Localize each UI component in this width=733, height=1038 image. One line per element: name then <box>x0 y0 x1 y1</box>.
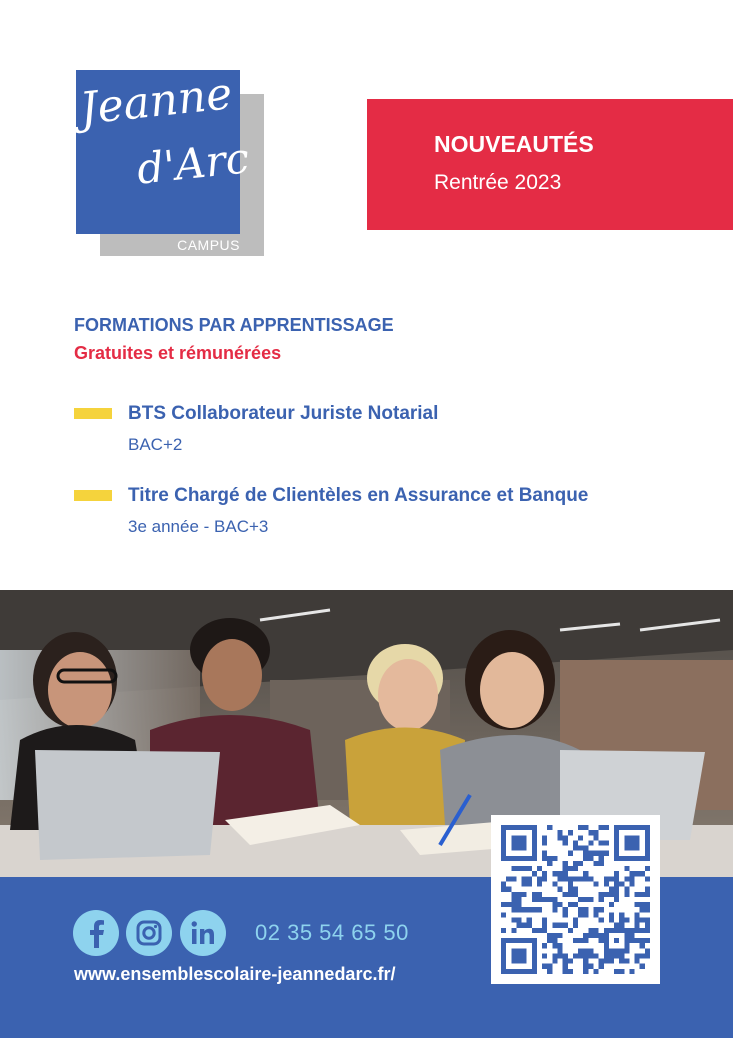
section-heading: FORMATIONS PAR APPRENTISSAGE <box>74 315 394 335</box>
program-title: Titre Chargé de Clientèles en Assurance et Banque <box>128 485 589 506</box>
banner-subtitle: Rentrée 2023 <box>434 171 562 194</box>
website-link[interactable]: www.ensemblescolaire-jeannedarc.fr/ <box>74 964 396 984</box>
program-bullet <box>74 490 112 501</box>
program-bullet <box>74 408 112 419</box>
program-level: BAC+2 <box>128 435 183 454</box>
phone-number[interactable]: 02 35 54 65 50 <box>255 920 409 945</box>
qr-code-pattern <box>501 825 650 974</box>
logo-wordmark-line2: d'Arc <box>134 133 252 194</box>
instagram-icon[interactable] <box>126 910 172 956</box>
logo-wordmark-line1: Jeanne <box>77 68 235 135</box>
program-level: 3e année - BAC+3 <box>128 517 269 536</box>
linkedin-icon[interactable] <box>180 910 226 956</box>
logo-campus-label: CAMPUS <box>177 237 240 253</box>
program-title: BTS Collaborateur Juriste Notarial <box>128 403 439 424</box>
news-banner <box>367 99 733 230</box>
qr-code[interactable] <box>491 815 660 984</box>
section-subheading: Gratuites et rémunérées <box>74 343 282 363</box>
facebook-icon[interactable] <box>73 910 119 956</box>
logo <box>76 70 264 258</box>
banner-title: NOUVEAUTÉS <box>434 131 594 157</box>
